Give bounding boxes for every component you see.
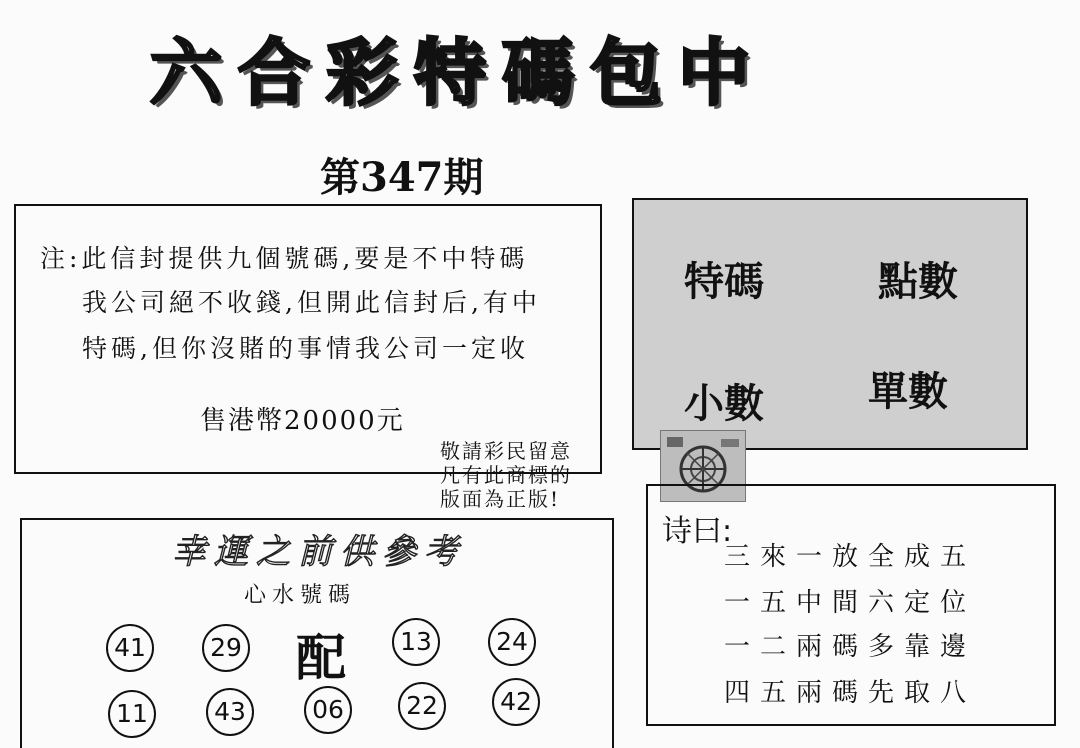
- notice-box: [14, 204, 602, 474]
- number-circle: 11: [108, 690, 156, 738]
- number-circle: 41: [106, 624, 154, 672]
- poem-line: 一五中間六定位: [724, 588, 977, 618]
- poem-line: 一二兩碼多靠邊: [724, 632, 977, 662]
- number-circle: 42: [492, 678, 540, 726]
- pair-label: 配: [296, 628, 346, 687]
- number-circle: 24: [488, 618, 536, 666]
- lucky-subtitle: 心水號碼: [244, 583, 357, 608]
- notice-line: 特碼,但你沒賭的事情我公司一定收: [82, 334, 529, 363]
- category-label: 特碼: [684, 259, 764, 305]
- poem-line: 四五兩碼先取八: [724, 678, 977, 708]
- number-circle: 22: [398, 682, 446, 730]
- poem-title: 诗曰:: [662, 514, 733, 549]
- number-circle: 06: [304, 686, 352, 734]
- lucky-numbers-box: [20, 518, 614, 748]
- category-label: 小數: [684, 381, 764, 427]
- brand-note-line: 版面為正版!: [440, 487, 561, 511]
- notice-line: 注:此信封提供九個號碼,要是不中特碼: [40, 244, 529, 273]
- number-circle: 13: [392, 618, 440, 666]
- number-circle: 43: [206, 688, 254, 736]
- category-label: 點數: [878, 259, 958, 305]
- main-title: 六合彩特碼包中: [150, 30, 767, 115]
- number-circle: 29: [202, 624, 250, 672]
- poem-box: [646, 484, 1056, 726]
- category-label: 單數: [868, 369, 948, 415]
- poem-line: 三來一放全成五: [724, 542, 977, 572]
- brand-note-line: 凡有此商標的: [440, 463, 572, 487]
- lucky-title: 幸運之前供參考: [172, 532, 466, 572]
- price-text: 售港幣20000元: [200, 406, 405, 436]
- issue-number: 第347期: [320, 154, 484, 201]
- brand-note-line: 敬請彩民留意: [440, 439, 572, 463]
- category-box: [632, 198, 1028, 450]
- notice-line: 我公司絕不收錢,但開此信封后,有中: [82, 288, 541, 317]
